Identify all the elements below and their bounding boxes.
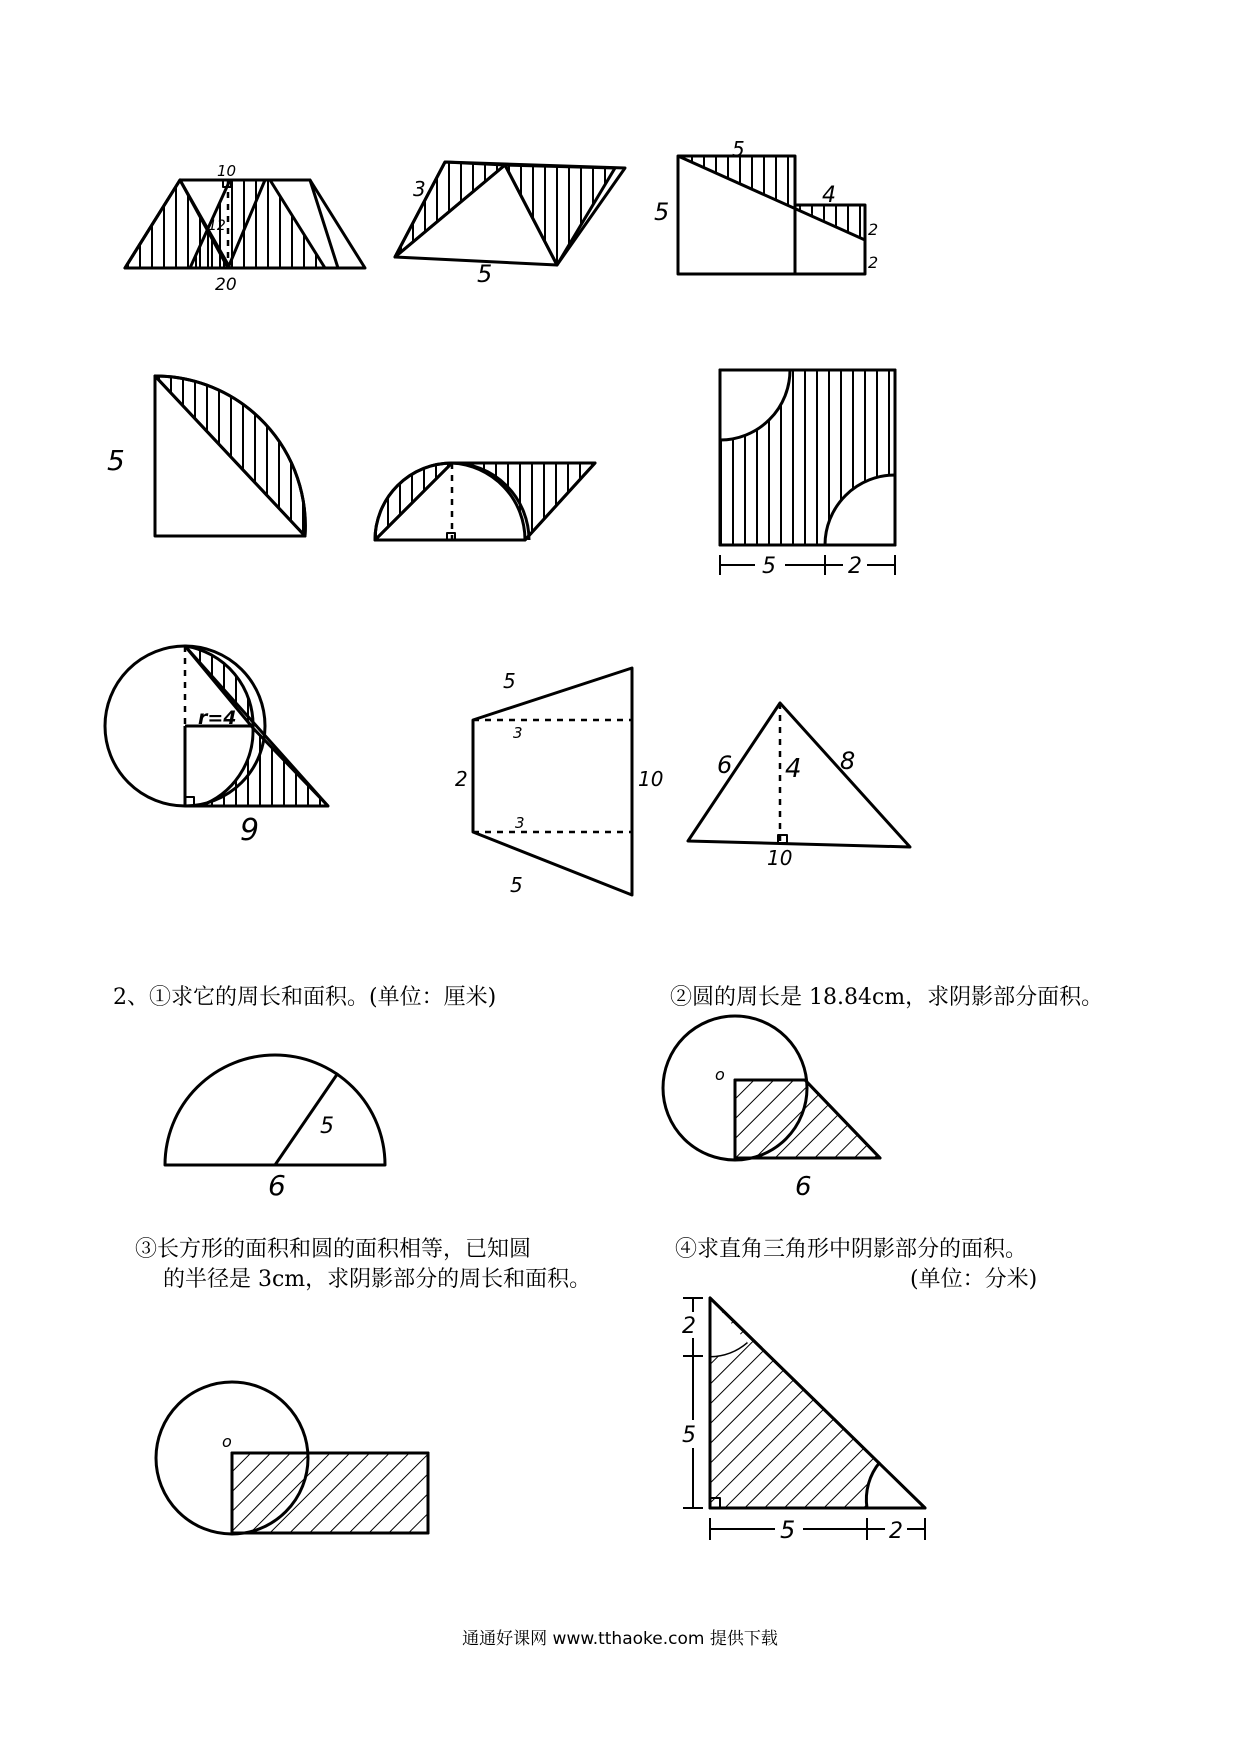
question-3-line-1: ③长方形的面积和圆的面积相等，已知圆 bbox=[135, 1237, 532, 1262]
f8-mid-top-label: 3 bbox=[513, 724, 523, 742]
figure-8-trapezoid bbox=[455, 660, 664, 900]
f8-left-label: 2 bbox=[455, 767, 468, 791]
question-4-line-2: (单位：分米) bbox=[910, 1267, 1038, 1292]
question-1-text: 2、①求它的周长和面积。(单位：厘米) bbox=[113, 985, 497, 1010]
f8-right-label: 10 bbox=[638, 767, 664, 791]
figure-circle-trapezoid bbox=[655, 1020, 895, 1205]
circ3-center-label: o bbox=[222, 1432, 232, 1451]
f8-top-label: 5 bbox=[503, 669, 516, 693]
figure-semicircle bbox=[160, 1055, 400, 1200]
page-footer: 通通好课网 www.tthaoke.com 提供下载 bbox=[462, 1629, 778, 1649]
tri4-top-label: 2 bbox=[682, 1314, 696, 1339]
f3-top-label: 5 bbox=[732, 137, 745, 161]
f1-height-label: 12 bbox=[208, 218, 226, 234]
semi-base-label: 6 bbox=[268, 1169, 286, 1202]
figure-3-rectangles bbox=[650, 137, 900, 290]
figure-9-triangle bbox=[685, 695, 925, 870]
f2-base-label: 5 bbox=[477, 260, 493, 288]
f9-base-label: 10 bbox=[767, 846, 793, 870]
figure-1-trapezoid bbox=[110, 140, 350, 295]
question-2-text: ②圆的周长是 18.84cm，求阴影部分面积。 bbox=[670, 985, 1104, 1010]
figure-6-square-quarter-circles bbox=[715, 370, 905, 585]
figure-right-triangle bbox=[665, 1290, 935, 1550]
semi-radius-label: 5 bbox=[320, 1114, 334, 1139]
circ2-base-label: 6 bbox=[795, 1172, 812, 1202]
tri4-mid-label: 5 bbox=[682, 1423, 696, 1448]
figure-2-parallelogram bbox=[395, 160, 635, 290]
f6-left-label: 5 bbox=[762, 554, 776, 579]
f3-right-top-label: 2 bbox=[868, 220, 879, 239]
f8-mid-bottom-label: 3 bbox=[515, 814, 525, 832]
f8-bottom-label: 5 bbox=[510, 873, 523, 897]
circ2-center-label: o bbox=[715, 1065, 725, 1084]
tri4-bottom-left-label: 5 bbox=[780, 1516, 796, 1544]
figure-7-circle-triangle bbox=[110, 640, 340, 850]
f9-right-label: 8 bbox=[840, 747, 856, 775]
f4-side-label: 5 bbox=[107, 444, 125, 477]
f7-radius-label: r=4 bbox=[198, 707, 237, 729]
f3-left-label: 5 bbox=[654, 198, 670, 226]
tri4-bottom-right-label: 2 bbox=[889, 1519, 903, 1544]
f7-base-label: 9 bbox=[240, 813, 260, 848]
f3-right-bottom-label: 2 bbox=[868, 253, 879, 272]
f1-bottom-label: 20 bbox=[215, 275, 237, 295]
question-4-line-1: ④求直角三角形中阴影部分的面积。 bbox=[675, 1237, 1028, 1262]
f6-right-label: 2 bbox=[848, 554, 862, 579]
f9-height-label: 4 bbox=[785, 754, 802, 784]
f3-mid-label: 4 bbox=[822, 183, 836, 208]
figure-5-semicircle-parallelogram bbox=[370, 455, 610, 555]
f1-top-label: 10 bbox=[217, 162, 237, 180]
f9-left-label: 6 bbox=[717, 751, 733, 779]
figure-4-quarter-circle bbox=[105, 370, 315, 550]
question-3-line-2: 的半径是 3cm，求阴影部分的周长和面积。 bbox=[163, 1267, 592, 1292]
f2-side-label: 3 bbox=[413, 177, 426, 201]
figure-circle-rectangle bbox=[150, 1375, 440, 1545]
